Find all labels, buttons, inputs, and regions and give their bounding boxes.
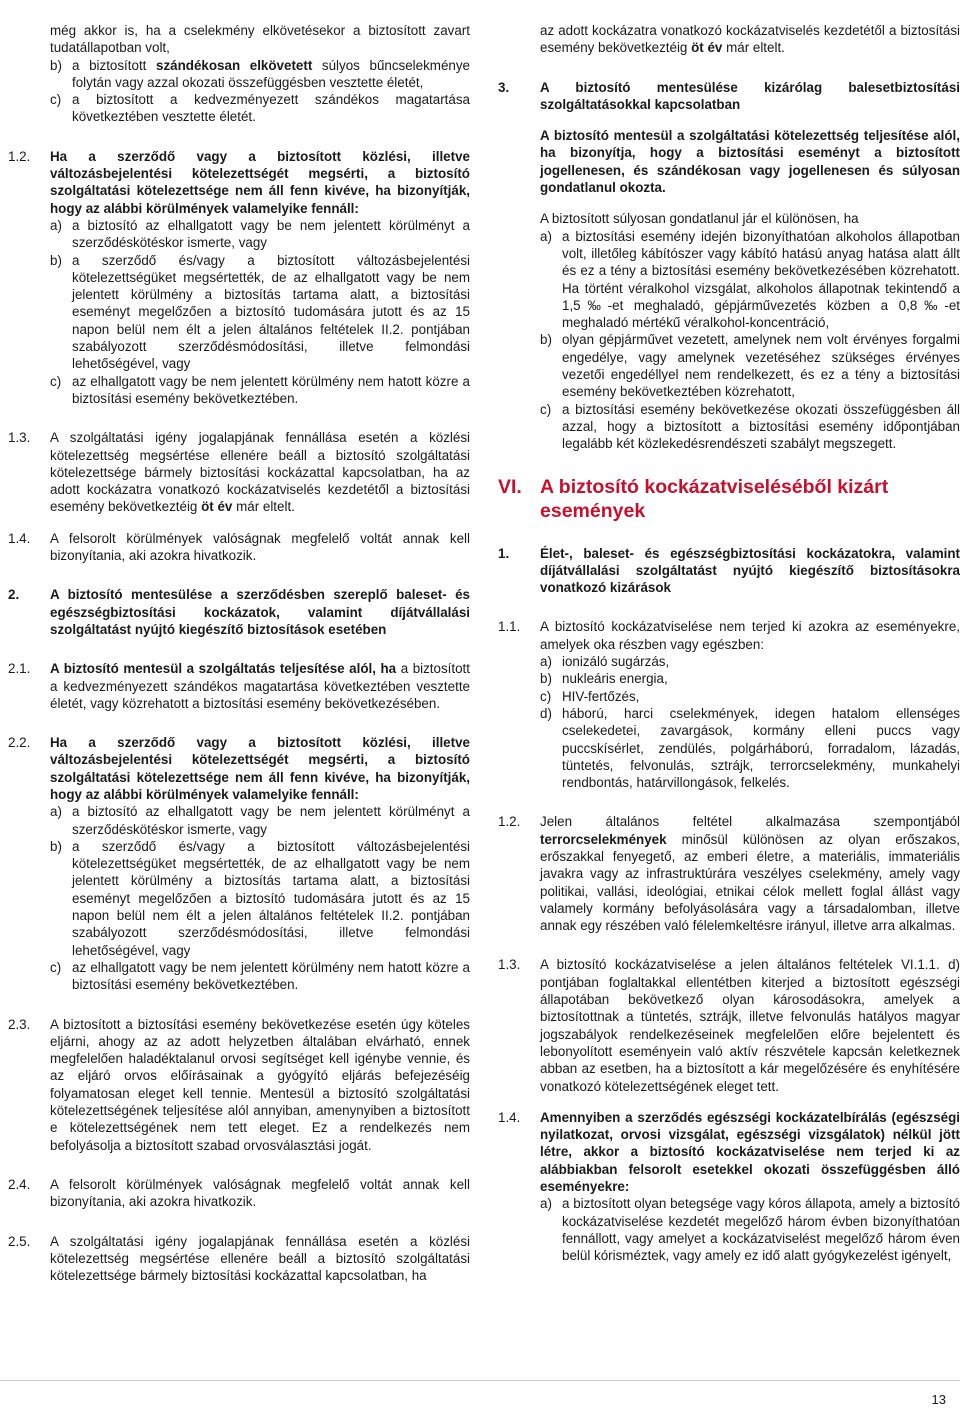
- section-2-5: [8, 1233, 470, 1285]
- section-number: 1.2.: [498, 814, 521, 830]
- list-item: [50, 838, 470, 959]
- item-text: ionizáló sugárzás,: [562, 654, 670, 670]
- section-number: 1.3.: [498, 957, 521, 973]
- item-text: a biztosított olyan betegsége vagy kóros állapota, amely a biztosító kockázatviselése kezdetét megelőző három évben bizonyíthatóan fennállott, vagy amelyet a kockázatviselést megelőző három éven belül kórisméztek, vagy amely ez idő alatt gyógykezelést igényelt,: [562, 1196, 960, 1264]
- section-text: minősül különösen az olyan erőszakos, erőszakkal fenyegető, az emberi életre, a materiális, immateriális javakra vagy az infrastruktúrára veszélyes cselekmény, amely vagy politikai, vallási, ideológiai, etnikai célok mellett foglal állást vagy valamely kormány befolyásolására vagy a társadalomban, illetve annak egy részében való félelemkeltésre irányul, illetve arra alkalmas.: [540, 831, 960, 934]
- list-item: [50, 959, 470, 994]
- paragraph-text: már eltelt.: [722, 40, 785, 56]
- list: [8, 57, 470, 126]
- list-item: [50, 373, 470, 408]
- item-text: súlyos bűncselekménye folytán vagy azzal okozati összefüggésben vesztette életét,: [72, 57, 470, 90]
- item-letter: b): [540, 671, 552, 687]
- section-number: 1.: [498, 545, 510, 561]
- item-letter: c): [540, 401, 552, 417]
- list-item: [540, 688, 960, 705]
- item-letter: b): [50, 57, 62, 73]
- section-text: A szolgáltatási igény jogalapjának fennállása esetén a közlési kötelezettség megsértése ellenére beáll a biztosító szolgáltatási kötelezettsége bármely biztosítási kockázattal kapcsolatban, ha az adott kockázatra vonatkozó kockázatviselés kezdetétől a biztosítási esemény bekövetkeztéig: [50, 430, 470, 515]
- list-item: [540, 1195, 960, 1264]
- section-heading: Ha a szerződő vagy a biztosított közlési, illetve változásbejelentési kötelezettségét megsérti, a biztosító szolgáltatási kötelezettsége nem áll fenn kivéve, ha bizonyítják, hogy az alábbi körülmények valamelyike fennáll:: [50, 735, 470, 802]
- chapter-number: VI.: [498, 475, 522, 498]
- chapter-title: [498, 475, 960, 523]
- paragraph-text: az adott kockázatra vonatkozó kockázatviselés kezdetétől a biztosítási esemény bekövetkeztéig: [540, 23, 960, 56]
- item-text: a biztosító az elhallgatott vagy be nem jelentett körülményt a szerződéskötéskor ismerte, vagy: [72, 217, 470, 251]
- item-text: a szerződő és/vagy a biztosított változásbejelentési kötelezettségüket megsértették, de az elhallgatott vagy be nem jelentett körülmény a biztosítás tartama alatt, a biztosítási eseményt megelőzően a biztosító tudomására jutott és az 15 napon belül nem élt a jelen általános feltételek II.2. pontjában szabályozott szerződésmódosítási, illetve felmondási lehetőségével, vagy: [72, 838, 470, 958]
- section-1-2: [8, 148, 470, 407]
- item-text: a szerződő és/vagy a biztosított változásbejelentési kötelezettségüket megsértették, de az elhallgatott vagy be nem jelentett körülmény a biztosítás tartama alatt, a biztosítási eseményt megelőzően a biztosító tudomására jutott és az 15 napon belül nem élt a jelen általános feltételek II.2. pontjában szabályozott szerződésmódosítási, illetve felmondási lehetőségével, vagy: [72, 252, 470, 372]
- section-text: már eltelt.: [232, 499, 295, 515]
- section-2-4: [8, 1176, 470, 1211]
- item-letter: a): [50, 217, 62, 233]
- item-text: nukleáris energia,: [562, 671, 668, 687]
- section-number: 3.: [498, 79, 510, 95]
- section-number: 1.4.: [8, 530, 31, 546]
- list: [498, 228, 960, 453]
- item-text: az elhallgatott vagy be nem jelentett körülmény nem hatott közre a biztosítási esemény bekövetkeztében.: [72, 373, 470, 406]
- paragraph-continuation: még akkor is, ha a cselekmény elkövetésekor a biztosított zavart tudatállapotban volt,: [50, 23, 470, 56]
- item-text: a biztosítási esemény bekövetkezése okozati összefüggésben áll azzal, hogy a biztosított a biztosítási esemény időpontjában legalább két közlekedésrendészeti szabályt megszegett.: [562, 401, 960, 452]
- right-column: [498, 22, 960, 1265]
- section-text: A szolgáltatási igény jogalapjának fennállása esetén a közlési kötelezettség megsértése ellenére beáll a biztosító szolgáltatási kötelezettsége bármely biztosítási kockázattal kapcsolatban, ha: [50, 1233, 470, 1284]
- section-text: A biztosított a biztosítási esemény bekövetkezése esetén úgy köteles eljárni, ahogy az az adott helyzetben általában elvárható, ennek megfelelően haladéktalanul orvosi segítséget kell igénybe vennie, és az eljáró orvos előírásainak a gyógyító eljárás befejezéséig folyamatosan eleget kell tennie. Mentesül a biztosító szolgáltatási kötelezettségének teljesítése alól annyiban, amenynyiben a biztosított e kötelezettségének nem tett eleget. Ez a rendelkezés nem befolyásolja a biztosított szabad orvosválasztási jogát.: [50, 1016, 470, 1153]
- section-heading: Amennyiben a szerződés egészségi kockázatelbírálás (egészségi nyilatkozat, orvosi vizsgálat, egészségi vizsgálatok) nélkül jött létre, akkor a biztosító kockázatviselése nem terjed ki az alábbiakban felsorolt esetekkel okozati összefüggésben álló eseményekre:: [540, 1109, 960, 1195]
- list-item: [540, 670, 960, 687]
- item-letter: c): [50, 92, 62, 108]
- list-item: [540, 401, 960, 453]
- paragraph-text-bold: öt év: [691, 40, 723, 56]
- section-heading: Élet-, baleset- és egészségbiztosítási kockázatokra, valamint díjátvállalási szolgáltatást nyújtó kiegészítő biztosításokra vonatkozó kizárások: [540, 545, 960, 596]
- list-item: [50, 91, 470, 126]
- item-text: a biztosított: [72, 57, 157, 73]
- section-text: A biztosító kockázatviselése nem terjed ki azokra az eseményekre, amelyek oka részben vagy egészben:: [540, 619, 960, 652]
- section-number: 1.1.: [498, 619, 521, 635]
- item-letter: a): [540, 228, 552, 244]
- item-letter: b): [540, 332, 552, 348]
- section-number: 2.2.: [8, 735, 31, 751]
- list-item: [50, 803, 470, 838]
- section-number: 2.4.: [8, 1176, 31, 1192]
- item-letter: b): [50, 252, 62, 268]
- section-2-3: [8, 1016, 470, 1154]
- list-item: [540, 228, 960, 332]
- item-letter: a): [540, 654, 552, 670]
- section-1-4: [8, 530, 470, 565]
- section-number: 1.3.: [8, 430, 31, 446]
- item-text: a biztosítási esemény idején bizonyíthatóan alkoholos állapotban volt, illetőleg kábítószer vagy kábító hatású anyag hatása alatt állt és ez a tény a biztosítási esemény bekövetkezésében közrehatott. Ha történt véralkohol vizsgálat, alkoholos állapotnak tekintendő a 1,5‰-et meghaladó, gépjárművezetés közben a 0,8‰-et meghaladó mértékű véralkohol-koncentráció,: [562, 228, 960, 331]
- section-2-heading: [8, 586, 470, 638]
- section-1-3: [8, 429, 470, 515]
- section-text-bold: A biztosító mentesül a szolgáltatás teljesítése alól, ha: [50, 661, 397, 677]
- section-number: 2.3.: [8, 1016, 31, 1032]
- section-2-2: [8, 734, 470, 993]
- list-item: [50, 57, 470, 92]
- section-text: a biztosított a kedvezményezett szándékos magatartása következtében vesztette életét, vagy közrehatott a biztosítási esemény bekövetkezésében.: [50, 661, 470, 711]
- section-text-bold: öt év: [201, 499, 233, 515]
- item-text: a biztosított a kedvezményezett szándékos magatartása következtében vesztette életét.: [72, 92, 470, 125]
- section-number: 1.2.: [8, 148, 31, 164]
- section-text: A biztosító kockázatviselése a jelen általános feltételek VI.1.1. d) pontjában foglaltakkal ellentétben kiterjed a biztosított egészségi állapotában bekövetkező olyan károsodásokra, amelyek a biztosítottnak a tüntetés, sztrájk, illetve felvonulás hatályos magyar jogszabályok rendelkezéseinek megfelelően előre bejelentett és lebonyolított eseményein való aktív részvétele kapcsán keletkeznek abban az esetben, ha a biztosított a kár megelőzésére és enyhítésére vonatkozó kötelezettségének eleget tett.: [540, 957, 960, 1094]
- section-1-heading: [498, 545, 960, 597]
- section-1-2: [498, 813, 960, 934]
- page-number: 13: [931, 1392, 946, 1407]
- section-number: 2.: [8, 587, 20, 603]
- section-heading: A biztosító mentesülése a szerződésben szereplő baleset- és egészségbiztosítási kockázatok, valamint díjátvállalási szolgáltatást nyújtó kiegészítő biztosítások esetében: [50, 587, 470, 637]
- item-text: az elhallgatott vagy be nem jelentett körülmény nem hatott közre a biztosítási esemény bekövetkeztében.: [72, 959, 470, 993]
- section-1-4: [498, 1109, 960, 1265]
- list-item: [50, 252, 470, 373]
- item-letter: c): [540, 688, 552, 704]
- section-3-paragraph: A biztosító mentesül a szolgáltatási kötelezettség teljesítése alól, ha bizonyítja, hogy a biztosítási eseményt a biztosított jogellenesen, és szándékosan vagy jogellenesen és súlyosan gondatlanul okozta.: [540, 128, 960, 196]
- item-letter: d): [540, 705, 552, 721]
- section-number: 2.5.: [8, 1233, 31, 1249]
- item-text: olyan gépjárművet vezetett, amelynek nem volt érvényes forgalmi engedélye, vagy amelynek vezetéséhez szükséges érvényes vezetői engedéllyel nem rendelkezett, és ez a tény a biztosítási esemény bekövetkeztében közrehatott,: [562, 332, 960, 400]
- section-3-intro: A biztosított súlyosan gondatlanul jár el különösen, ha: [540, 211, 859, 227]
- footer-rule: [0, 1380, 960, 1381]
- item-letter: a): [540, 1196, 552, 1212]
- section-text-bold: terrorcselekmények: [540, 831, 667, 847]
- item-letter: a): [50, 804, 62, 820]
- section-heading: Ha a szerződő vagy a biztosított közlési, illetve változásbejelentési kötelezettségét megsérti, a biztosító szolgáltatási kötelezettsége nem áll fenn kivéve, ha bizonyítják, hogy az alábbi körülmények valamelyike fennáll:: [50, 148, 470, 216]
- chapter-title-text: A biztosító kockázatviseléséből kizárt események: [540, 475, 889, 522]
- item-letter: c): [50, 959, 62, 975]
- section-1-3: [498, 956, 960, 1094]
- section-heading: A biztosító mentesülése kizárólag balesetbiztosítási szolgáltatásokkal kapcsolatban: [540, 79, 960, 112]
- section-1-1: [498, 618, 960, 791]
- section-3-heading: [498, 79, 960, 114]
- item-letter: c): [50, 373, 62, 389]
- list-item: [540, 705, 960, 791]
- section-text: A felsorolt körülmények valóságnak megfelelő voltát annak kell bizonyítania, aki azokra hivatkozik.: [50, 1176, 470, 1210]
- paragraph-continuation: [498, 22, 960, 57]
- item-letter: b): [50, 838, 62, 854]
- item-text: a biztosító az elhallgatott vagy be nem jelentett körülményt a szerződéskötéskor ismerte, vagy: [72, 804, 470, 837]
- left-column: [8, 22, 470, 1284]
- section-number: 1.4.: [498, 1109, 521, 1125]
- item-text-bold: szándékosan elkövetett: [156, 57, 313, 73]
- section-text: Jelen általános feltétel alkalmazása szempontjából: [540, 814, 960, 830]
- section-number: 2.1.: [8, 661, 31, 677]
- item-text: háború, harci cselekmények, idegen hatalom ellenséges cselekedetei, zavargások, kormány elleni puccs vagy puccskísérlet, zendülés, polgárháború, forradalom, lázadás, tüntetés, felvonulás, sztrájk, terrorcselekmény, munkahelyi rendbontás, határvillongások, felkelés.: [562, 705, 960, 791]
- item-text: HIV-fertőzés,: [562, 688, 640, 704]
- list-item: [50, 217, 470, 252]
- section-text: A felsorolt körülmények valóságnak megfelelő voltát annak kell bizonyítania, aki azokra hivatkozik.: [50, 530, 470, 564]
- list-item: [540, 331, 960, 400]
- list-item: [540, 653, 960, 670]
- section-2-1: [8, 660, 470, 712]
